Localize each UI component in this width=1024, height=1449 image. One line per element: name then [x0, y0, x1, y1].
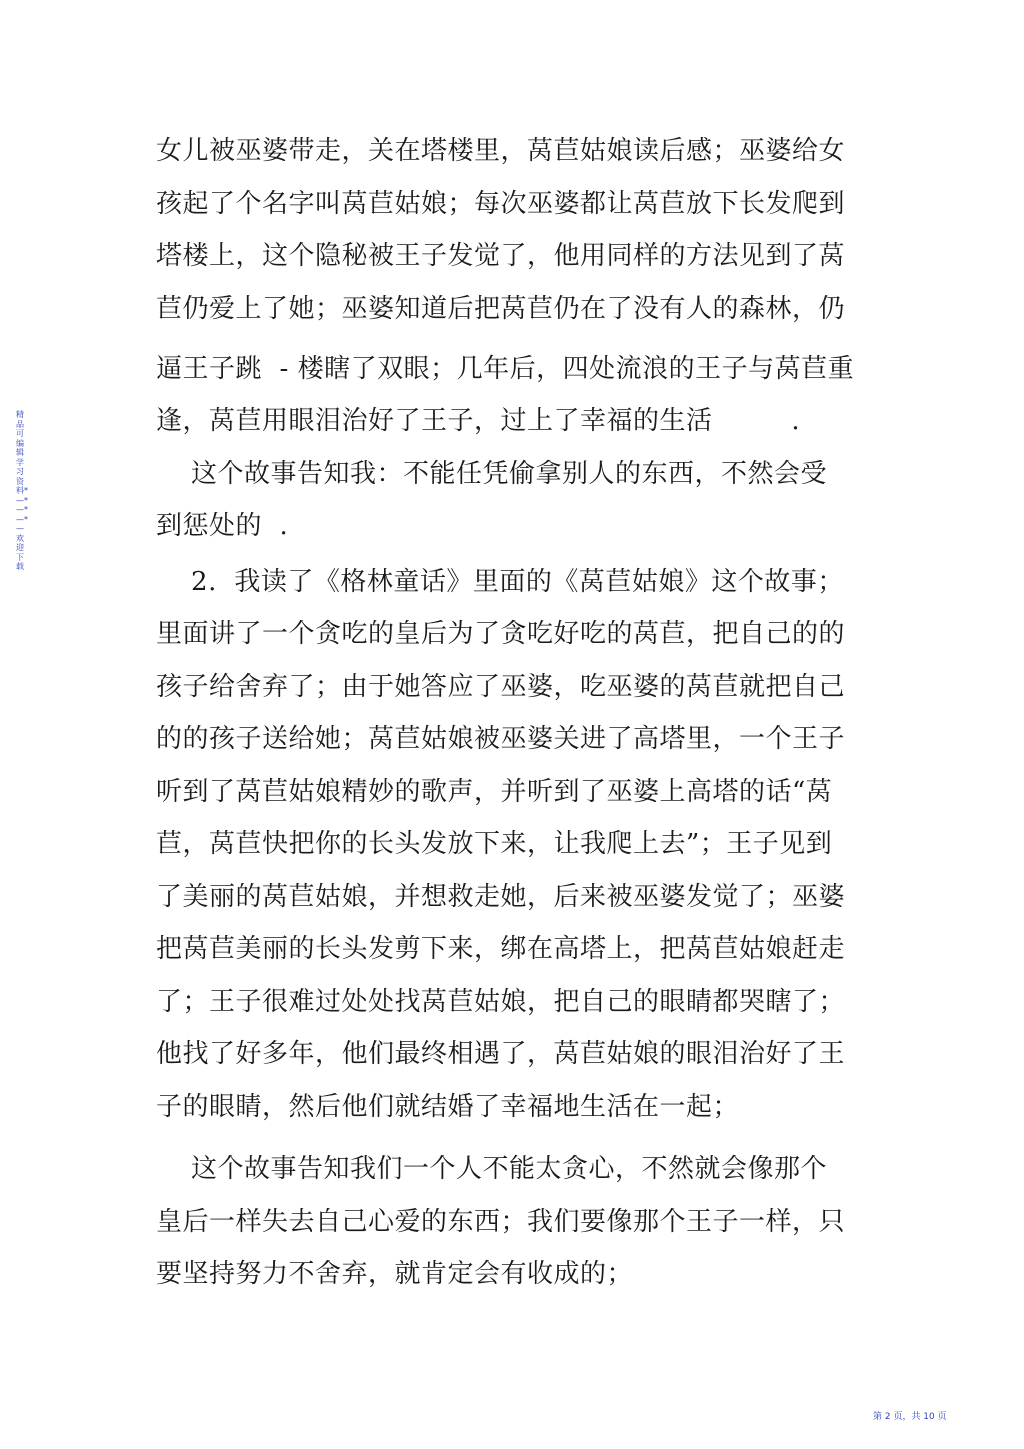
text-line: 这个故事告知我：不能任凭偷拿别人的东西，不然会受	[156, 459, 828, 489]
text-line: 里面讲了一个贪吃的皇后为了贪吃好吃的莴苣，把自己的的	[156, 619, 846, 649]
side-watermark-note: 精品可编辑学习资料*—*—*—*—欢迎下载	[16, 410, 28, 571]
text-line: 把莴苣美丽的长头发剪下来，绑在高塔上，把莴苣姑娘赶走	[156, 934, 846, 964]
text-line: 的的孩子送给她；莴苣姑娘被巫婆关进了高塔里，一个王子	[156, 724, 846, 754]
text-line: 逢，莴苣用眼泪治好了王子，过上了幸福的生活 .	[156, 406, 801, 436]
text-line: 听到了莴苣姑娘精妙的歌声，并听到了巫婆上高塔的话“莴	[156, 777, 833, 807]
text-line: 他找了好多年，他们最终相遇了，莴苣姑娘的眼泪治好了王	[156, 1039, 846, 1069]
text-line: 孩子给舍弃了；由于她答应了巫婆，吃巫婆的莴苣就把自己	[156, 672, 846, 702]
text-line: 要坚持努力不舍弃，就肯定会有收成的；	[156, 1259, 634, 1289]
text-line: 苣仍爱上了她；巫婆知道后把莴苣仍在了没有人的森林，仍	[156, 294, 846, 324]
text-line: 逼王子跳 - 楼瞎了双眼；几年后，四处流浪的王子与莴苣重	[156, 354, 855, 384]
text-line: 了；王子很难过处处找莴苣姑娘，把自己的眼睛都哭瞎了；	[156, 987, 846, 1017]
text-line: 女儿被巫婆带走，关在塔楼里，莴苣姑娘读后感；巫婆给女	[156, 136, 846, 166]
text-line: 2. 我读了《格林童话》里面的《莴苣姑娘》这个故事；	[156, 567, 844, 597]
text-line: 苣，莴苣快把你的长头发放下来，让我爬上去”；王子见到	[156, 829, 833, 859]
text-line: 塔楼上，这个隐秘被王子发觉了，他用同样的方法见到了莴	[156, 241, 846, 271]
text-line: 了美丽的莴苣姑娘，并想救走她，后来被巫婆发觉了；巫婆	[156, 882, 846, 912]
text-line: 孩起了个名字叫莴苣姑娘；每次巫婆都让莴苣放下长发爬到	[156, 189, 846, 219]
text-line: 到惩处的 .	[156, 511, 289, 541]
text-line: 子的眼睛，然后他们就结婚了幸福地生活在一起；	[156, 1092, 740, 1122]
page-number-footer: 第 2 页，共 10 页	[873, 1412, 947, 1422]
text-line: 皇后一样失去自己心爱的东西；我们要像那个王子一样，只	[156, 1207, 846, 1237]
text-line: 这个故事告知我们一个人不能太贪心，不然就会像那个	[156, 1154, 828, 1184]
